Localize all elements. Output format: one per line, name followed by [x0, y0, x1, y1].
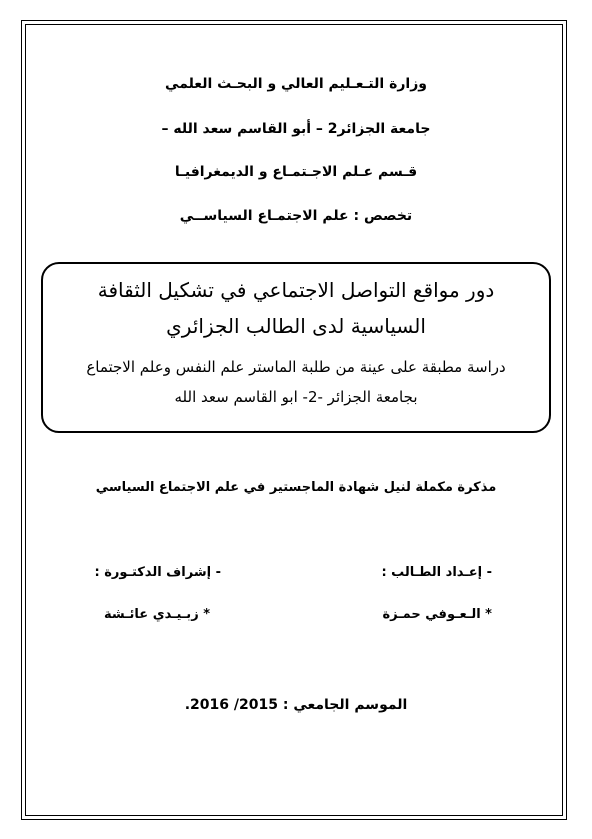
thesis-subtitle-line1: دراسة مطبقة على عينة من طلبة الماستر علم النفس وعلم الاجتماع	[86, 358, 506, 376]
student-label: - إعـداد الطـالب :	[381, 565, 492, 580]
thesis-title-line2: السياسية لدى الطالب الجزائري	[166, 314, 426, 338]
academic-year: الموسم الجامعي : 2015/ 2016.	[184, 697, 408, 713]
supervisor-name: * زبـيـدي عائـشة	[103, 607, 210, 622]
specialty-heading: تخصص : علم الاجتمـاع السياســي	[179, 208, 413, 224]
thesis-note: مذكرة مكملة لنيل شهادة الماجستير في علم الاجتماع السياسي	[95, 480, 497, 495]
supervisor-label: - إشراف الدكتـورة :	[94, 565, 221, 580]
student-name: * الـعـوفي حمـزة	[382, 607, 492, 622]
department-heading: قـسم عـلم الاجـتمـاع و الديمغرافيـا	[174, 164, 418, 180]
thesis-title-box	[41, 262, 551, 433]
thesis-subtitle-line2: بجامعة الجزائر -2- ابو القاسم سعد الله	[174, 388, 418, 406]
university-heading: جامعة الجزائر2 – أبو القاسم سعد الله –	[161, 121, 431, 137]
thesis-title-line1: دور مواقع التواصل الاجتماعي في تشكيل الثقافة	[97, 278, 495, 302]
ministry-heading: وزارة التـعـليم العالي و البحـث العلمي	[165, 76, 427, 92]
